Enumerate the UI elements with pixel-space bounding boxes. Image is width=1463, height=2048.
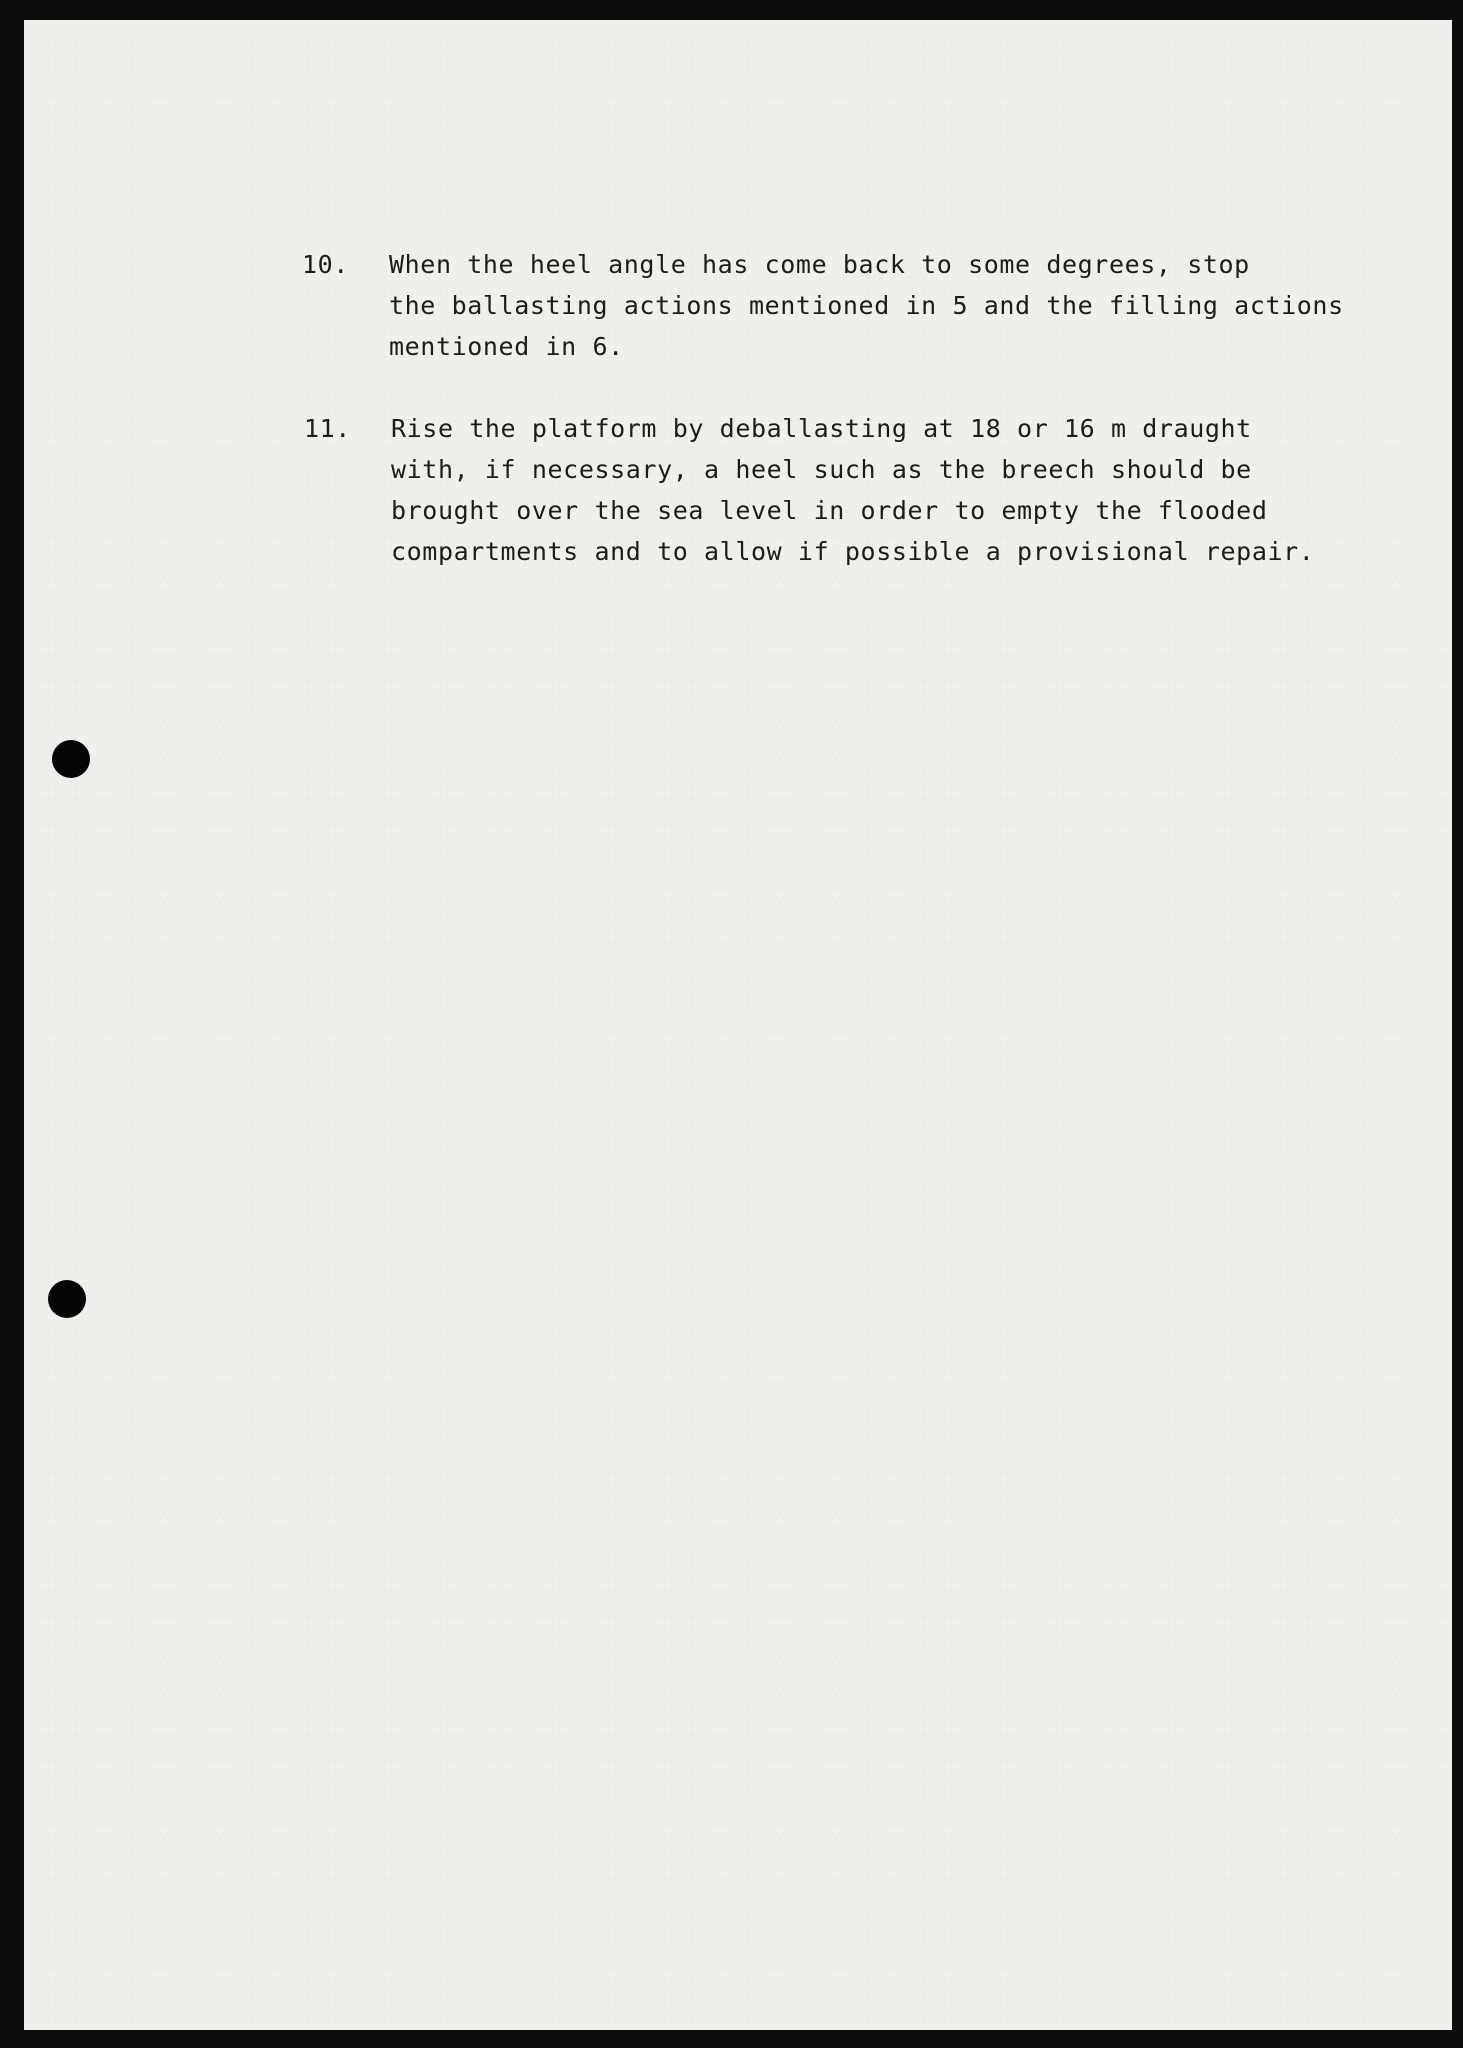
- text-line: the ballasting actions mentioned in 5 and the filling actions: [389, 291, 1344, 320]
- text-line: compartments and to allow if possible a provisional repair.: [391, 537, 1315, 566]
- item-number: 11.: [304, 414, 351, 443]
- item-text: [391, 408, 1451, 572]
- text-line: with, if necessary, a heel such as the breech should be: [391, 455, 1252, 484]
- punch-hole: [52, 740, 90, 778]
- punch-hole: [48, 1280, 86, 1318]
- text-line: When the heel angle has come back to some degrees, stop: [389, 250, 1250, 279]
- document-page: [24, 20, 1452, 2030]
- item-number: 10.: [302, 250, 349, 279]
- text-line: brought over the sea level in order to empty the flooded: [391, 496, 1268, 525]
- item-text: [389, 244, 1449, 367]
- text-line: mentioned in 6.: [389, 332, 624, 361]
- text-line: Rise the platform by deballasting at 18 or 16 m draught: [391, 414, 1252, 443]
